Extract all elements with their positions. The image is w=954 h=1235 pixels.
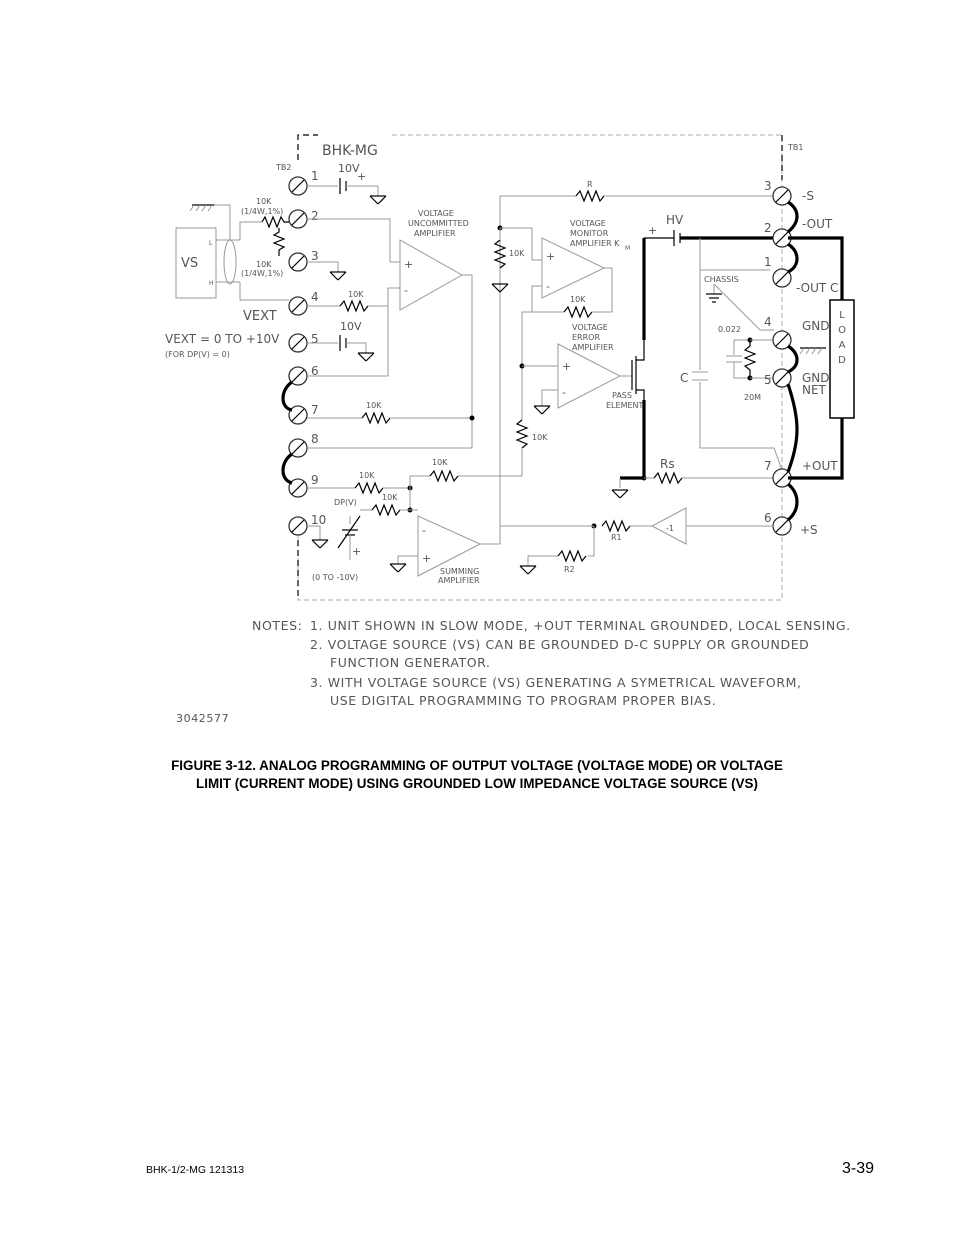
footer-doc-id: BHK-1/2-MG 121313 bbox=[146, 1164, 245, 1176]
minus-sign: - bbox=[562, 386, 566, 399]
amp-monitor-l2: MONITOR bbox=[570, 229, 609, 238]
tb2-num-4: 4 bbox=[311, 290, 319, 304]
vext-range: VEXT = 0 TO +10V bbox=[165, 332, 280, 346]
notes-header: NOTES: bbox=[252, 618, 303, 633]
inverter-label: -1 bbox=[666, 524, 674, 533]
hv-label: HV bbox=[666, 213, 684, 227]
resistor-10k-t4 bbox=[340, 301, 368, 311]
tb1-label-gnd-2: GND bbox=[802, 371, 830, 385]
ground-icon bbox=[358, 353, 374, 361]
amp-uncommitted-l1: VOLTAGE bbox=[418, 209, 454, 218]
plus-sign: + bbox=[422, 552, 432, 565]
amp-monitor-sub: M bbox=[625, 245, 631, 252]
tb1-label-minus-out: -OUT bbox=[802, 217, 833, 231]
source-h-label: H bbox=[209, 280, 214, 287]
ground-icon bbox=[520, 566, 536, 574]
resistor-10k-a-spec: (1/4W,1%) bbox=[241, 207, 284, 216]
minus-sign: - bbox=[404, 284, 408, 297]
amp-uncommitted-l2: UNCOMMITTED bbox=[408, 219, 469, 228]
amp-error-l3: AMPLIFIER bbox=[572, 343, 614, 352]
resistor-r1 bbox=[602, 521, 630, 531]
jumper-plus-s bbox=[788, 484, 797, 520]
voltage-source-label: VS bbox=[181, 256, 199, 271]
resistor-10k-mon-fb bbox=[564, 307, 592, 317]
ground-icon bbox=[312, 540, 328, 548]
resistor-r-label: R bbox=[587, 180, 593, 189]
note-3: 3. WITH VOLTAGE SOURCE (VS) GENERATING A SYMETRICAL WAVEFORM, bbox=[310, 675, 802, 690]
load-label: L O A D bbox=[838, 310, 846, 366]
plus-sign: + bbox=[352, 545, 362, 558]
tb1-label-net: NET bbox=[802, 383, 826, 397]
jumper-out-c bbox=[788, 244, 797, 272]
tb2-terminal-5 bbox=[289, 334, 307, 352]
tb2-terminal-1 bbox=[289, 177, 307, 195]
resistor-value: 10K bbox=[359, 471, 375, 480]
unit-name: BHK-MG bbox=[322, 143, 378, 159]
resistor-10k-a-value: 10K bbox=[256, 197, 272, 206]
resistor-value: 10K bbox=[348, 290, 364, 299]
pass-element-l2: ELEMENT bbox=[606, 401, 644, 410]
ground-icon bbox=[370, 196, 386, 204]
figure-caption-line2: LIMIT (CURRENT MODE) USING GROUNDED LOW IMPEDANCE VOLTAGE SOURCE (VS) bbox=[196, 776, 758, 791]
minus-sign: - bbox=[546, 280, 550, 293]
resistor-value: 10K bbox=[570, 295, 586, 304]
resistor-10k-b-value: 10K bbox=[256, 260, 272, 269]
dp-label: DP(V) bbox=[334, 498, 357, 507]
chassis-ground-icon bbox=[800, 348, 826, 354]
enclosure-dash-top bbox=[298, 135, 782, 600]
chassis-ground-icon bbox=[706, 284, 722, 302]
r1-label: R1 bbox=[611, 533, 622, 542]
resistor-value: 10K bbox=[382, 493, 398, 502]
tb1-num-2: 2 bbox=[764, 221, 772, 235]
tb2-label: TB2 bbox=[276, 163, 292, 172]
vext-label: VEXT bbox=[243, 309, 277, 324]
tb2-num-3: 3 bbox=[311, 249, 319, 263]
chassis-ground-icon bbox=[190, 205, 214, 211]
resistor-value: 10K bbox=[532, 433, 548, 442]
dp-range: (0 TO -10V) bbox=[312, 573, 359, 582]
amp-error-l1: VOLTAGE bbox=[572, 323, 608, 332]
battery-10v-top: 10V bbox=[338, 162, 360, 175]
resistor-10k-dp bbox=[372, 505, 400, 515]
tb2-num-7: 7 bbox=[311, 403, 319, 417]
resistor-rs bbox=[654, 473, 682, 483]
c-label: C bbox=[680, 371, 689, 385]
footer-page-number: 3-39 bbox=[841, 1160, 874, 1177]
resistor-10k-fb bbox=[430, 471, 458, 481]
tb1-num-4: 4 bbox=[764, 315, 772, 329]
note-3-cont: USE DIGITAL PROGRAMMING TO PROGRAM PROPER BIAS. bbox=[330, 693, 717, 708]
resistor-10k-t7 bbox=[362, 413, 390, 423]
resistor-value: 10K bbox=[509, 249, 525, 258]
resistor-10k-t9 bbox=[355, 483, 383, 493]
tb2-num-2: 2 bbox=[311, 209, 319, 223]
amp-summing-l2: AMPLIFIER bbox=[438, 576, 480, 585]
tb2-num-8: 8 bbox=[311, 432, 319, 446]
r-20m-label: 20M bbox=[744, 393, 762, 402]
amp-monitor-l3: AMPLIFIER K bbox=[570, 239, 620, 248]
plus-sign: + bbox=[357, 170, 367, 183]
resistor-10k-a bbox=[262, 217, 289, 227]
pass-element-transistor bbox=[632, 340, 644, 400]
c-022-label: 0.022 bbox=[718, 325, 741, 334]
tb1-num-7: 7 bbox=[764, 459, 772, 473]
tb1-label-minus-s: -S bbox=[802, 189, 814, 203]
source-l-label: L bbox=[209, 240, 213, 247]
tb1-label: TB1 bbox=[788, 143, 804, 152]
resistor-r bbox=[576, 191, 604, 201]
plus-sign: + bbox=[404, 258, 414, 271]
resistor-10k-err bbox=[517, 420, 527, 448]
resistor-r2 bbox=[558, 551, 586, 561]
ground-icon bbox=[534, 406, 550, 414]
figure-caption-line1: FIGURE 3-12. ANALOG PROGRAMMING OF OUTPUT VOLTAGE (VOLTAGE MODE) OR VOLTAGE bbox=[171, 758, 783, 773]
jumper-6-7 bbox=[283, 382, 292, 410]
resistor-value: 10K bbox=[366, 401, 382, 410]
tb2-num-5: 5 bbox=[311, 332, 319, 346]
enclosure-dash-left bbox=[298, 135, 318, 160]
tb2-terminal-3 bbox=[289, 253, 307, 271]
voltage-error-amplifier bbox=[558, 344, 620, 408]
tb2-num-6: 6 bbox=[311, 364, 319, 378]
note-2: 2. VOLTAGE SOURCE (VS) CAN BE GROUNDED D-C SUPPLY OR GROUNDED bbox=[310, 637, 810, 652]
rs-label: Rs bbox=[660, 457, 675, 471]
plus-sign: + bbox=[546, 250, 556, 263]
tb1-num-6: 6 bbox=[764, 511, 772, 525]
voltage-uncommitted-amplifier bbox=[400, 240, 462, 310]
tb2-num-1: 1 bbox=[311, 169, 319, 183]
minus-sign: - bbox=[422, 524, 426, 537]
drawing-number: 3042577 bbox=[176, 712, 230, 725]
amp-uncommitted-l3: AMPLIFIER bbox=[414, 229, 456, 238]
vext-note: (FOR DP(V) = 0) bbox=[165, 350, 230, 359]
tb1-num-3: 3 bbox=[764, 179, 772, 193]
tb2-num-10: 10 bbox=[311, 513, 327, 527]
tb2-terminal-4 bbox=[289, 297, 307, 315]
tb2-terminal-10 bbox=[289, 517, 307, 535]
r2-label: R2 bbox=[564, 565, 575, 574]
ground-icon bbox=[330, 272, 346, 280]
ground-icon bbox=[390, 564, 406, 572]
note-1: 1. UNIT SHOWN IN SLOW MODE, +OUT TERMINAL GROUNDED, LOCAL SENSING. bbox=[310, 618, 851, 633]
ground-icon bbox=[612, 490, 628, 498]
jumper-gnd bbox=[788, 346, 797, 372]
tb1-label-minus-out-c: -OUT C bbox=[796, 281, 839, 295]
tb1-label-plus-s: +S bbox=[800, 523, 818, 537]
resistor-10k-b bbox=[274, 228, 284, 256]
tb2-terminal-2 bbox=[289, 210, 307, 228]
resistor-10k-b-spec: (1/4W,1%) bbox=[241, 269, 284, 278]
tb1-label-plus-out: +OUT bbox=[802, 459, 838, 473]
battery-10v-mid: 10V bbox=[340, 320, 362, 333]
pass-element-l1: PASS bbox=[612, 391, 632, 400]
jumper-minus-s bbox=[788, 202, 797, 232]
tb1-num-1: 1 bbox=[764, 255, 772, 269]
resistor-value: 10K bbox=[432, 458, 448, 467]
amp-monitor-l1: VOLTAGE bbox=[570, 219, 606, 228]
jumper-net bbox=[788, 384, 797, 472]
plus-sign: + bbox=[648, 224, 658, 237]
figure-caption bbox=[120, 757, 834, 793]
tb1-label-gnd: GND bbox=[802, 319, 830, 333]
plus-sign: + bbox=[562, 360, 572, 373]
amp-summing-l1: SUMMING bbox=[440, 567, 480, 576]
tb2-num-9: 9 bbox=[311, 473, 319, 487]
tb1-num-5: 5 bbox=[764, 373, 772, 387]
resistor-20m bbox=[745, 340, 755, 378]
amp-error-l2: ERROR bbox=[572, 333, 601, 342]
chassis-label: CHASSIS bbox=[704, 275, 739, 284]
jumper-8-9 bbox=[283, 454, 292, 483]
note-2-cont: FUNCTION GENERATOR. bbox=[330, 655, 491, 670]
